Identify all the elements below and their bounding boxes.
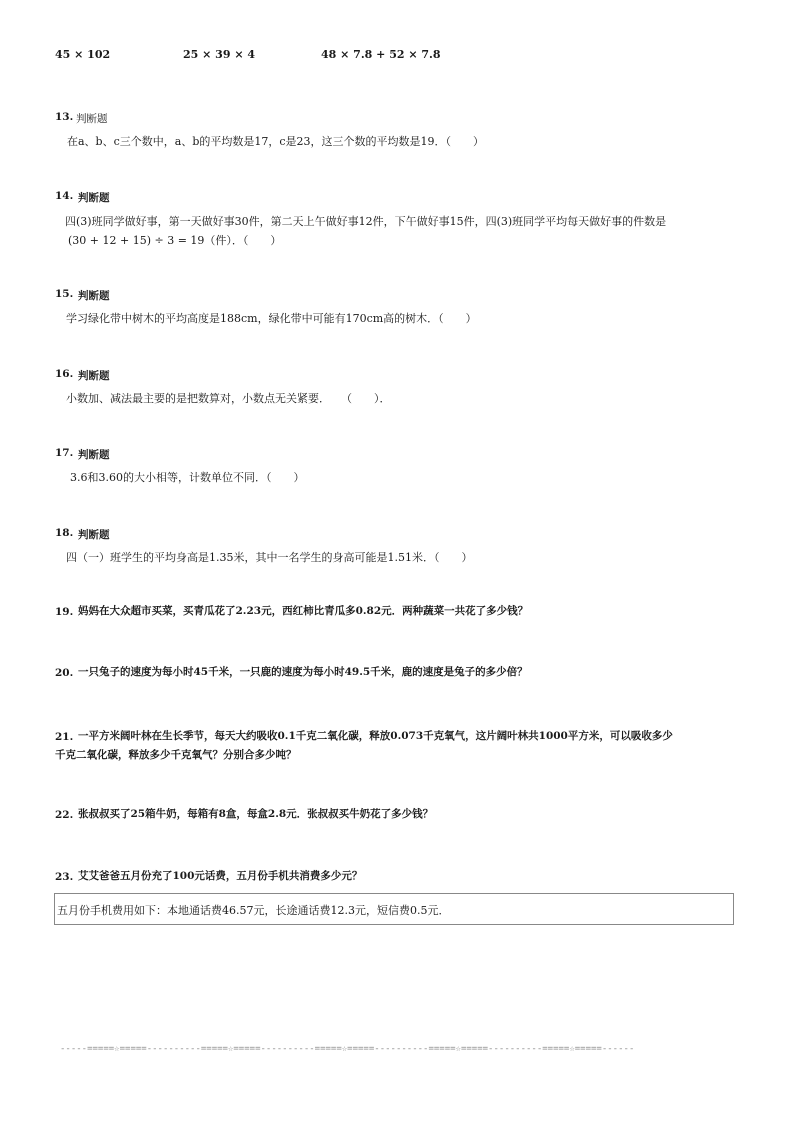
question-number: 14. xyxy=(55,190,74,202)
question-number: 21. xyxy=(55,731,74,743)
question-number: 17. xyxy=(55,447,74,459)
question-type: 判断题 xyxy=(78,290,110,302)
phone-bill-info-box: 五月份手机费用如下：本地通话费46.57元，长途通话费12.3元，短信费0.5元． xyxy=(54,893,734,925)
question-type: 判断题 xyxy=(78,529,110,541)
question-type: 判断题 xyxy=(78,192,110,204)
footer-divider: -----=====☆=====----------=====☆=====----------=====☆=====----------=====☆=====----------=====☆=====------ xyxy=(60,1044,635,1054)
question-body: 妈妈在大众超市买菜，买青瓜花了2.23元，西红柿比青瓜多0.82元．两种蔬菜一共花了多少钱？ xyxy=(78,605,529,617)
question-body: 一只兔子的速度为每小时45千米，一只鹿的速度为每小时49.5千米，鹿的速度是兔子的多少倍？ xyxy=(78,666,528,678)
question-body: 学习绿化带中树木的平均高度是188cm，绿化带中可能有170cm高的树木．（ ） xyxy=(66,312,477,325)
question-type: 判断题 xyxy=(76,113,108,125)
question-body: 艾艾爸爸五月份充了100元话费，五月份手机共消费多少元？ xyxy=(78,870,363,882)
question-body: 3.6和3.60的大小相等，计数单位不同．（ ） xyxy=(70,471,305,484)
question-body: 张叔叔买了25箱牛奶，每箱有8盒，每盒2.8元．张叔叔买牛奶花了多少钱？ xyxy=(78,808,434,820)
question-number: 15. xyxy=(55,288,74,300)
question-body-line-2: (30 + 12 + 15) ÷ 3 = 19（件）．（ ） xyxy=(68,234,282,247)
question-type: 判断题 xyxy=(78,370,110,382)
question-body-line-1: 一平方米阔叶林在生长季节，每天大约吸收0.1千克二氧化碳，释放0.073千克氧气，这片阔叶林共1000平方米，可以吸收多少 xyxy=(78,730,673,742)
calc-expression-2: 25 × 39 × 4 xyxy=(183,48,256,61)
question-type: 判断题 xyxy=(78,449,110,461)
calc-expression-3: 48 × 7.8 + 52 × 7.8 xyxy=(321,48,441,61)
question-number: 16. xyxy=(55,368,74,380)
question-number: 18. xyxy=(55,527,74,539)
question-body-line-2: 千克二氧化碳，释放多少千克氧气？分别合多少吨？ xyxy=(55,749,297,761)
question-number: 23. xyxy=(55,871,74,883)
question-body: 四（一）班学生的平均身高是1.35米，其中一名学生的身高可能是1.51米．（ ） xyxy=(66,551,473,564)
question-body: 在a、b、c三个数中，a、b的平均数是17，c是23，这三个数的平均数是19．（ ） xyxy=(67,135,485,148)
question-number: 22. xyxy=(55,809,74,821)
calc-expression-1: 45 × 102 xyxy=(55,48,111,61)
question-body: 小数加、减法最主要的是把数算对，小数点无关紧要． （ ）． xyxy=(66,392,391,405)
question-number: 13. xyxy=(55,111,74,123)
question-number: 19. xyxy=(55,606,74,618)
question-body-line-1: 四(3)班同学做好事，第一天做好事30件，第二天上午做好事12件，下午做好事15件，四(3)班同学平均每天做好事的件数是 xyxy=(65,215,667,228)
question-number: 20. xyxy=(55,667,74,679)
